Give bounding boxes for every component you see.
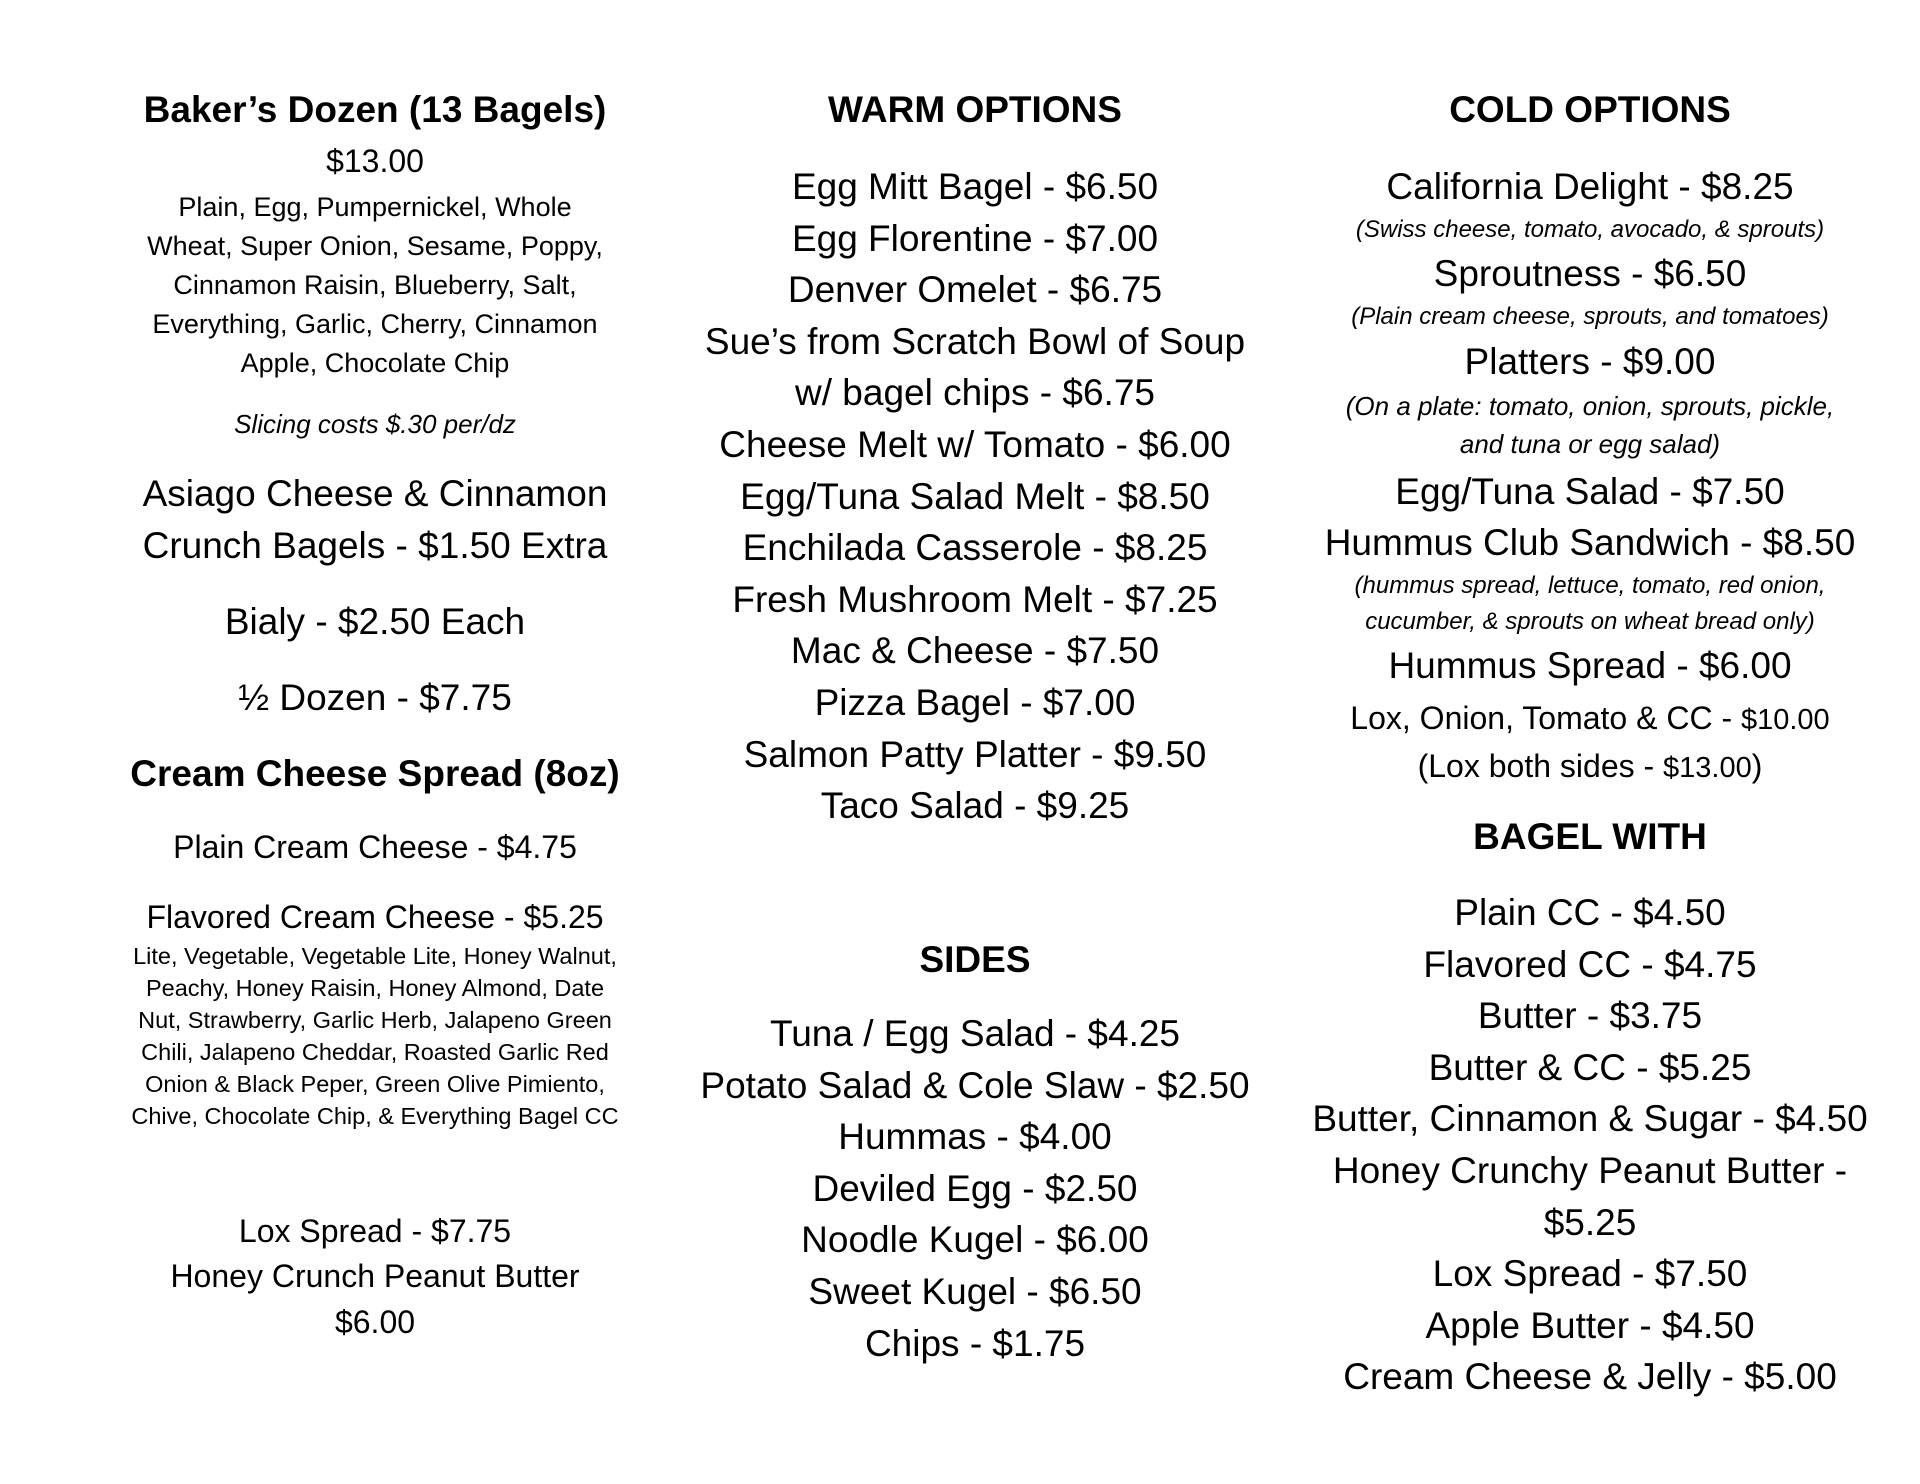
- warm-item: Fresh Mushroom Melt - $7.25: [732, 578, 1218, 620]
- bialy-item: Bialy - $2.50 Each: [224, 601, 526, 642]
- lox-both-label: (Lox both sides -: [1417, 748, 1664, 784]
- lox-onion-tomato-item: [1300, 695, 1880, 743]
- lox-both-price: $13.00: [1663, 752, 1752, 784]
- bagel-with-item: Lox Spread - $7.50: [1432, 1253, 1748, 1295]
- cc-flavors-line: Onion & Black Peper, Green Olive Pimiento,: [145, 1071, 605, 1097]
- california-delight-item: California Delight - $8.25: [1386, 166, 1794, 207]
- hummus-club-note-line: cucumber, & sprouts on wheat bread only): [1365, 608, 1815, 635]
- asiago-crunch-bagels: [100, 468, 650, 571]
- bagel-flavors-line: Everything, Garlic, Cherry, Cinnamon: [152, 309, 598, 339]
- cc-flavors-line: Nut, Strawberry, Garlic Herb, Jalapeno Green: [138, 1007, 612, 1033]
- bagel-with-item: Honey Crunchy Peanut Butter -: [1332, 1149, 1848, 1191]
- side-item: Hummas - $4.00: [838, 1116, 1112, 1158]
- lox-onion-tomato-label: Lox, Onion, Tomato & CC -: [1350, 700, 1741, 736]
- sproutness-note: (Plain cream cheese, sprouts, and tomatoes): [1351, 303, 1829, 330]
- cream-cheese-spread-title: Cream Cheese Spread (8oz): [130, 753, 620, 794]
- california-delight-note: (Swiss cheese, tomato, avocado, & sprouts): [1355, 216, 1825, 243]
- cc-flavors-line: Chive, Chocolate Chip, & Everything Bagel CC: [131, 1103, 619, 1129]
- bagel-flavors-line: Apple, Chocolate Chip: [240, 348, 510, 378]
- cc-flavors-line: Peachy, Honey Raisin, Honey Almond, Date: [145, 975, 605, 1001]
- warm-options-list: [675, 161, 1275, 832]
- lox-spread-item: Lox Spread - $7.75: [238, 1213, 512, 1249]
- warm-item: Egg/Tuna Salad Melt - $8.50: [740, 475, 1210, 517]
- warm-item: Egg Mitt Bagel - $6.50: [791, 166, 1159, 207]
- warm-item: Pizza Bagel - $7.00: [814, 681, 1136, 723]
- warm-item: Taco Salad - $9.25: [820, 785, 1130, 827]
- warm-item: Mac & Cheese - $7.50: [790, 630, 1160, 672]
- warm-item: Enchilada Casserole - $8.25: [742, 527, 1208, 569]
- bagel-with-item: Butter - $3.75: [1477, 995, 1703, 1037]
- lox-both-close: ): [1751, 748, 1763, 784]
- cc-flavors-line: Chili, Jalapeno Cheddar, Roasted Garlic Red: [141, 1039, 609, 1065]
- honey-crunch-line: Honey Crunch Peanut Butter: [170, 1258, 580, 1294]
- warm-item: w/ bagel chips - $6.75: [795, 372, 1155, 414]
- slicing-note: Slicing costs $.30 per/dz: [234, 409, 516, 439]
- lox-both-sides-item: [1300, 743, 1880, 791]
- egg-tuna-salad-item: Egg/Tuna Salad - $7.50: [1395, 471, 1785, 512]
- bagel-flavors-line: Plain, Egg, Pumpernickel, Whole: [178, 192, 572, 222]
- sides-list: [675, 1008, 1275, 1369]
- platters-note: [1300, 387, 1880, 463]
- platters-note-line: and tuna or egg salad): [1459, 429, 1721, 459]
- bagel-with-item: Apple Butter - $4.50: [1425, 1304, 1755, 1346]
- warm-item: Sue’s from Scratch Bowl of Soup: [704, 320, 1246, 362]
- bagel-with-item: Cream Cheese & Jelly - $5.00: [1343, 1356, 1837, 1398]
- asiago-line: Crunch Bagels - $1.50 Extra: [142, 524, 608, 566]
- hummus-spread-item: Hummus Spread - $6.00: [1388, 645, 1792, 686]
- bagel-with-item: Butter & CC - $5.25: [1428, 1046, 1752, 1088]
- bakers-dozen-price: $13.00: [326, 143, 424, 179]
- plain-cream-cheese-item: Plain Cream Cheese - $4.75: [173, 829, 577, 865]
- flavored-cream-cheese-item: Flavored Cream Cheese - $5.25: [146, 899, 604, 935]
- bagel-with-item: Butter, Cinnamon & Sugar - $4.50: [1312, 1098, 1868, 1140]
- warm-item: Cheese Melt w/ Tomato - $6.00: [719, 423, 1231, 465]
- hummus-club-sandwich-item: Hummus Club Sandwich - $8.50: [1324, 522, 1856, 563]
- bagel-with-item: Plain CC - $4.50: [1454, 892, 1726, 933]
- bagel-with-title: BAGEL WITH: [1473, 816, 1707, 857]
- side-item: Noodle Kugel - $6.00: [801, 1219, 1149, 1261]
- warm-item: Salmon Patty Platter - $9.50: [743, 733, 1207, 775]
- lox-onion-tomato-price: $10.00: [1740, 704, 1830, 736]
- bagel-with-item: Flavored CC - $4.75: [1423, 943, 1757, 985]
- hummus-club-note-line: (hummus spread, lettuce, tomato, red onion,: [1354, 572, 1826, 599]
- bakers-dozen-title: Baker’s Dozen (13 Bagels): [143, 89, 607, 130]
- bagel-flavors-line: Cinnamon Raisin, Blueberry, Salt,: [173, 270, 577, 300]
- bagel-with-item: $5.25: [1543, 1201, 1637, 1243]
- side-item: Sweet Kugel - $6.50: [808, 1270, 1142, 1312]
- bagel-with-list: [1300, 887, 1880, 1403]
- hummus-club-note: [1300, 568, 1880, 640]
- sides-title: SIDES: [919, 939, 1031, 980]
- side-item: Deviled Egg - $2.50: [812, 1167, 1138, 1209]
- honey-crunch-peanut-butter-item: [100, 1253, 650, 1345]
- warm-options-title: WARM OPTIONS: [828, 89, 1122, 130]
- honey-crunch-line: $6.00: [334, 1304, 416, 1340]
- sproutness-item: Sproutness - $6.50: [1433, 253, 1747, 294]
- cold-options-title: COLD OPTIONS: [1449, 89, 1731, 130]
- asiago-line: Asiago Cheese & Cinnamon: [142, 473, 608, 514]
- warm-item: Egg Florentine - $7.00: [791, 217, 1159, 259]
- bagel-flavors-line: Wheat, Super Onion, Sesame, Poppy,: [147, 231, 603, 261]
- side-item: Potato Salad & Cole Slaw - $2.50: [700, 1064, 1250, 1106]
- warm-item: Denver Omelet - $6.75: [787, 269, 1163, 311]
- cc-flavors-line: Lite, Vegetable, Vegetable Lite, Honey Walnut,: [133, 943, 617, 969]
- platters-note-line: (On a plate: tomato, onion, sprouts, pickle,: [1345, 391, 1835, 421]
- cream-cheese-flavors-list: [100, 940, 650, 1132]
- side-item: Tuna / Egg Salad - $4.25: [769, 1013, 1181, 1054]
- platters-item: Platters - $9.00: [1464, 341, 1716, 382]
- bagel-flavors-list: [100, 188, 650, 383]
- side-item: Chips - $1.75: [864, 1322, 1086, 1364]
- half-dozen-item: ½ Dozen - $7.75: [238, 677, 512, 718]
